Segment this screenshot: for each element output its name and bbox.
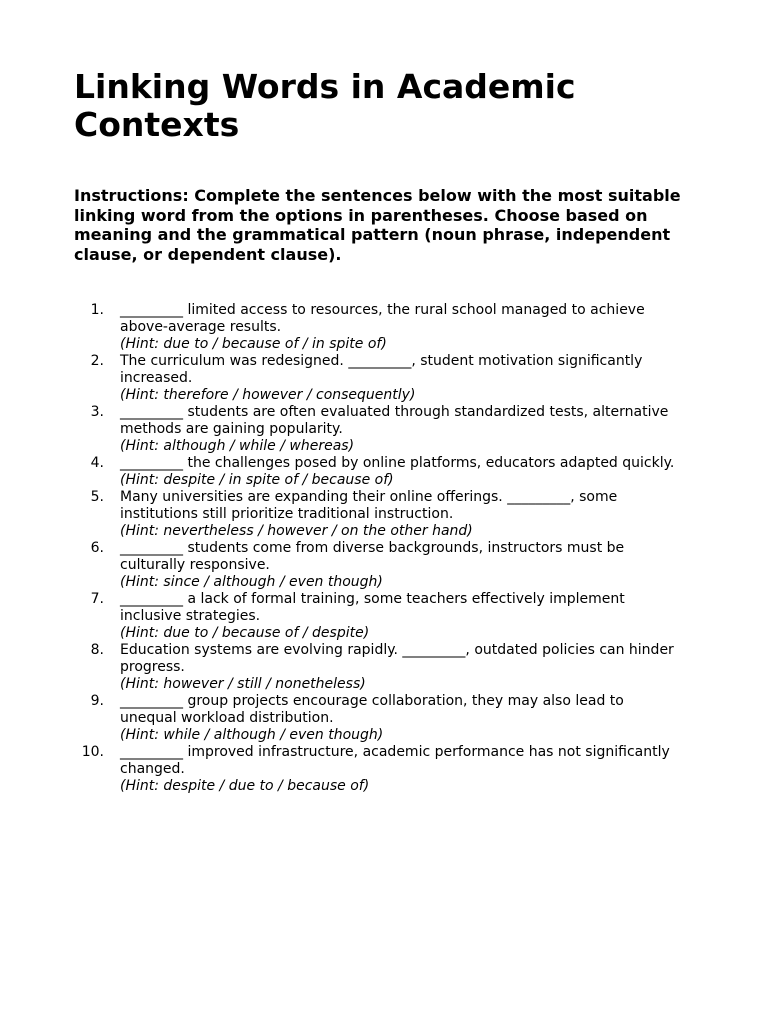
exercise-item-3 bbox=[74, 404, 694, 455]
exercise-sentence: Many universities are expanding their online offerings. _________, some institutions still prioritize traditional instruction. bbox=[120, 488, 618, 522]
exercise-item-2 bbox=[74, 353, 694, 404]
item-number: 4. bbox=[90, 454, 104, 471]
exercise-sentence: _________ limited access to resources, the rural school managed to achieve above-average results. bbox=[120, 301, 645, 335]
exercise-hint: (Hint: however / still / nonetheless) bbox=[120, 675, 366, 692]
exercise-sentence: _________ the challenges posed by online platforms, educators adapted quickly. bbox=[120, 454, 675, 471]
item-number: 8. bbox=[90, 641, 104, 658]
item-number: 1. bbox=[90, 301, 104, 318]
exercise-hint: (Hint: due to / because of / despite) bbox=[120, 624, 370, 641]
exercise-sentence: The curriculum was redesigned. _________, student motivation significantly increased. bbox=[120, 352, 643, 386]
exercise-item-10 bbox=[74, 744, 694, 795]
exercise-item-7 bbox=[74, 591, 694, 642]
exercise-hint: (Hint: while / although / even though) bbox=[120, 726, 384, 743]
item-number: 2. bbox=[90, 352, 104, 369]
exercise-sentence: _________ a lack of formal training, some teachers effectively implement inclusive strategies. bbox=[120, 590, 625, 624]
exercise-hint: (Hint: nevertheless / however / on the other hand) bbox=[120, 522, 473, 539]
exercise-sentence: _________ students come from diverse backgrounds, instructors must be culturally responsive. bbox=[120, 539, 625, 573]
exercise-item-1 bbox=[74, 302, 694, 353]
exercise-sentence: Education systems are evolving rapidly. _________, outdated policies can hinder progress. bbox=[120, 641, 674, 675]
item-number: 9. bbox=[90, 692, 104, 709]
exercise-item-8 bbox=[74, 642, 694, 693]
item-number: 6. bbox=[90, 539, 104, 556]
exercise-hint: (Hint: since / although / even though) bbox=[120, 573, 383, 590]
exercise-item-9 bbox=[74, 693, 694, 744]
exercise-hint: (Hint: despite / in spite of / because of) bbox=[120, 471, 394, 488]
item-number: 3. bbox=[90, 403, 104, 420]
page-title: Linking Words in Academic Contexts bbox=[74, 67, 576, 144]
exercise-hint: (Hint: despite / due to / because of) bbox=[120, 777, 370, 794]
item-number: 7. bbox=[90, 590, 104, 607]
exercise-item-5 bbox=[74, 489, 694, 540]
exercise-hint: (Hint: although / while / whereas) bbox=[120, 437, 355, 454]
exercise-list bbox=[74, 302, 694, 795]
item-number: 10. bbox=[81, 743, 104, 760]
exercise-item-6 bbox=[74, 540, 694, 591]
exercise-item-4 bbox=[74, 455, 694, 489]
exercise-sentence: _________ students are often evaluated through standardized tests, alternative methods are gaining popularity. bbox=[120, 403, 669, 437]
exercise-hint: (Hint: therefore / however / consequently) bbox=[120, 386, 416, 403]
exercise-hint: (Hint: due to / because of / in spite of) bbox=[120, 335, 387, 352]
exercise-sentence: _________ group projects encourage collaboration, they may also lead to unequal workload distribution. bbox=[120, 692, 624, 726]
instructions-text: Instructions: Complete the sentences below with the most suitable linking word from the options in parentheses. Choose based on meaning and the grammatical pattern (noun phrase, independent clause, or dependent clause). bbox=[74, 186, 681, 265]
exercise-sentence: _________ improved infrastructure, academic performance has not significantly changed. bbox=[120, 743, 670, 777]
item-number: 5. bbox=[90, 488, 104, 505]
